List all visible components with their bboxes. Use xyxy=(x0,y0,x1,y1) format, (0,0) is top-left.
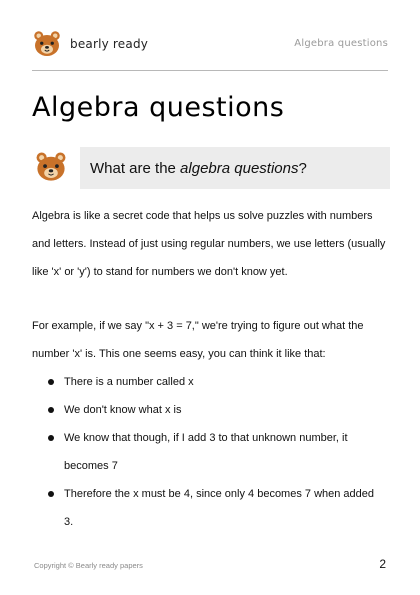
list-item-text: Therefore the x must be 4, since only 4 becomes 7 when added 3. xyxy=(64,488,375,528)
brand-name: bearly ready xyxy=(70,37,149,51)
list-item-text: There is a number called x xyxy=(64,376,194,388)
page-header xyxy=(32,28,388,64)
brand xyxy=(32,28,148,60)
bullet-list xyxy=(32,368,392,536)
page-title: Algebra questions xyxy=(32,92,285,123)
bear-face-icon xyxy=(34,150,68,184)
list-item xyxy=(32,368,392,396)
list-item-text: We don't know what x is xyxy=(64,404,182,416)
list-item-text: We know that though, if I add 3 to that unknown number, it becomes 7 xyxy=(64,432,348,472)
bear-face-icon xyxy=(32,29,62,59)
header-section-title: Algebra questions xyxy=(294,38,388,49)
bullet-dot-icon xyxy=(48,435,54,441)
paragraph-intro: Algebra is like a secret code that helps us solve puzzles with numbers and letters. Instead of just using regular numbers, we use letters (usually like 'x' or 'y') to stand for numbers we don't know yet. xyxy=(32,210,386,278)
question-box xyxy=(80,147,390,189)
paragraph-example: For example, if we say "x + 3 = 7," we're trying to figure out what the number 'x' is. This one seems easy, you can think it like that: xyxy=(32,320,364,360)
bullet-dot-icon xyxy=(48,491,54,497)
question-emphasis: algebra questions xyxy=(180,159,299,177)
question-prefix: What are the xyxy=(90,159,181,177)
bullet-dot-icon xyxy=(48,379,54,385)
list-item xyxy=(32,396,392,424)
list-item xyxy=(32,424,392,480)
bullet-dot-icon xyxy=(48,407,54,413)
question-suffix: ? xyxy=(298,159,307,177)
footer-copyright: Copyright © Bearly ready papers xyxy=(34,561,143,570)
list-item xyxy=(32,480,392,536)
question-text xyxy=(90,160,307,177)
header-divider xyxy=(32,70,388,71)
page-number: 2 xyxy=(379,557,386,571)
